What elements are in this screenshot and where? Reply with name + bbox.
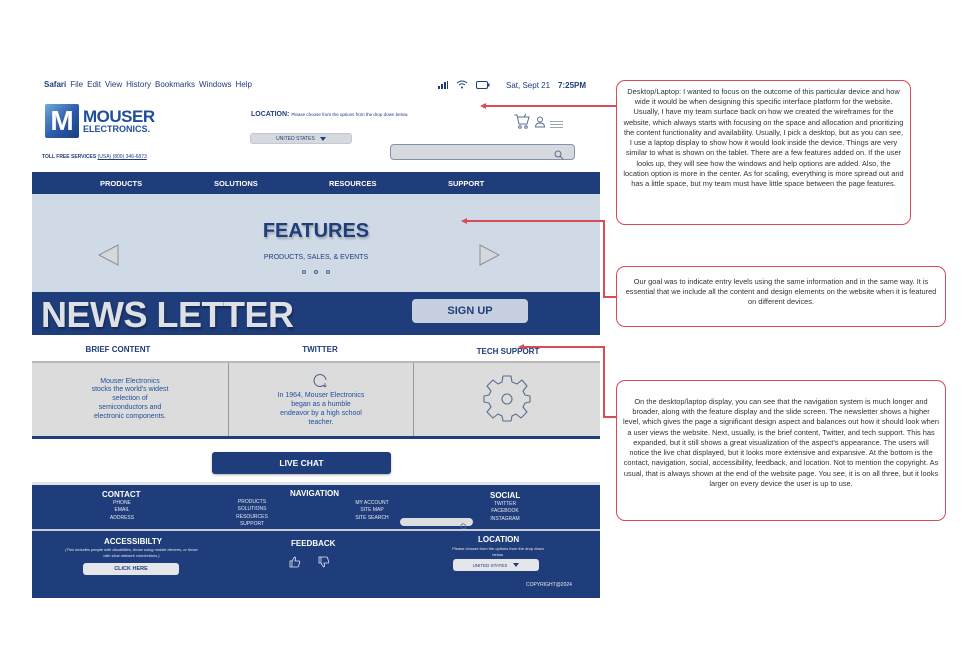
footer-nav-links bbox=[232, 499, 272, 528]
footer-site-map-link[interactable]: SITE MAP bbox=[360, 507, 384, 514]
features-title: FEATURES bbox=[262, 220, 370, 242]
carousel-next-icon[interactable] bbox=[478, 244, 500, 271]
footer-navigation-title: NAVIGATION bbox=[290, 489, 340, 498]
annotation-connector-1 bbox=[486, 105, 616, 107]
copyright: COPYRIGHT@2024 bbox=[526, 582, 572, 588]
footer-email-link[interactable]: EMAIL bbox=[114, 507, 130, 514]
chevron-down-icon bbox=[513, 563, 519, 567]
carousel-dots bbox=[32, 270, 600, 274]
status-date: Sat, Sept 21 bbox=[506, 81, 551, 90]
logo-line1: MOUSER bbox=[83, 107, 155, 126]
chevron-down-icon bbox=[320, 137, 326, 141]
footer-contact-links bbox=[102, 500, 142, 522]
wifi-icon bbox=[456, 80, 468, 91]
carousel-dot-1[interactable] bbox=[302, 270, 306, 274]
newsletter-title: NEWS LETTER bbox=[41, 294, 294, 335]
menu-edit[interactable]: Edit bbox=[87, 80, 101, 89]
nav-resources[interactable]: RESOURCES bbox=[329, 179, 377, 188]
menu-view[interactable]: View bbox=[104, 80, 123, 89]
hamburger-menu-icon[interactable] bbox=[550, 115, 563, 133]
location-value: UNITED STATES bbox=[276, 135, 315, 142]
toll-free-number-link[interactable]: (USA) (800) 346-6873 bbox=[97, 154, 147, 160]
twitter-panel[interactable] bbox=[229, 363, 414, 436]
annotation-connector-3b bbox=[603, 346, 605, 417]
location-header bbox=[251, 111, 421, 119]
content-columns bbox=[32, 361, 600, 439]
footer-instagram-link[interactable]: INSTAGRAM bbox=[490, 515, 520, 522]
logo-line2: ELECTRONICS. bbox=[83, 124, 151, 134]
menu-file[interactable]: File bbox=[70, 80, 84, 89]
live-chat-button[interactable]: LIVE CHAT bbox=[212, 452, 391, 474]
twitter-heading: TWITTER bbox=[302, 345, 338, 354]
arrow-head-icon bbox=[518, 344, 524, 350]
footer-location-title: LOCATION bbox=[478, 535, 520, 544]
toll-free-services bbox=[42, 154, 147, 160]
footer-accessibility-note: (This includes people with disabilities, those using mobile devices, or those with slow network connections.) bbox=[65, 547, 198, 558]
annotation-connector-2a bbox=[603, 296, 616, 298]
thumbs-up-icon[interactable] bbox=[289, 555, 301, 573]
menu-windows[interactable]: Windows bbox=[199, 80, 232, 89]
nav-solutions[interactable]: SOLUTIONS bbox=[214, 179, 258, 188]
carousel-dot-2[interactable] bbox=[314, 270, 318, 274]
footer-divider bbox=[32, 529, 600, 531]
footer-phone-link[interactable]: PHONE bbox=[113, 500, 131, 506]
nav-products[interactable]: PRODUCTS bbox=[100, 179, 143, 188]
sign-up-button[interactable]: SIGN UP bbox=[412, 299, 528, 323]
annotation-connector-2b bbox=[603, 220, 605, 297]
annotation-connector-3c bbox=[524, 346, 604, 348]
brief-content-heading: BRIEF CONTENT bbox=[85, 345, 151, 354]
status-time: 7:25PM bbox=[558, 81, 587, 90]
location-label: LOCATION: bbox=[251, 111, 290, 118]
menu-history[interactable]: History bbox=[126, 80, 152, 89]
user-icon[interactable] bbox=[535, 115, 545, 133]
footer-location-hint: Please choose from the options from the drop down below. bbox=[452, 546, 544, 557]
footer-contact-title: CONTACT bbox=[102, 490, 141, 499]
annotation-connector-3a bbox=[603, 416, 616, 418]
footer-my-account-link[interactable]: MY ACCOUNT bbox=[355, 500, 389, 506]
location-hint: Please choose from the options from the drop down below. bbox=[291, 112, 409, 117]
location-dropdown[interactable] bbox=[250, 133, 352, 144]
twitter-text: In 1964, Mouser Electronics began as a humble endeavor by a high school teacher. bbox=[277, 392, 365, 426]
footer-location-value: UNITED STATES bbox=[472, 562, 508, 568]
footer-location-dropdown[interactable] bbox=[453, 559, 539, 571]
thumbs-down-icon[interactable] bbox=[318, 555, 330, 573]
footer-address-link[interactable]: ADDRESS bbox=[109, 514, 135, 521]
footer-resources-link[interactable]: RESOURCES bbox=[236, 513, 268, 520]
tech-support-panel[interactable] bbox=[414, 363, 600, 436]
cart-icon[interactable] bbox=[514, 114, 530, 134]
search-input[interactable] bbox=[390, 144, 575, 160]
arrow-head-icon bbox=[461, 218, 467, 224]
annotation-entry-levels: Our goal was to indicate entry levels using the same information and in the same way. It is essential that we include all the content and design elements on the website when it is featured on different devices. bbox=[616, 266, 946, 327]
carousel-dot-3[interactable] bbox=[326, 270, 330, 274]
content-column-headers bbox=[32, 345, 600, 361]
tech-support-heading: TECH SUPPORT bbox=[476, 347, 540, 356]
footer-solutions-link[interactable]: SOLUTIONS bbox=[237, 506, 267, 513]
footer-support-link[interactable]: SUPPORT bbox=[239, 520, 265, 527]
logo-mark: M bbox=[45, 104, 79, 138]
annotation-desktop-laptop: Desktop/Laptop: I wanted to focus on the outcome of this particular device and how wide it would be when designing this specific interface platform for the website. Usually, I have my team surface back on how we created the wireframes for the website, which always starts with focusing on the space and allocation and prioritizing the content functionality and availability. Usually, I pick a desktop, but as you can see, I use a laptop display to show how it would look inside the device. Things are very similar to what is shown on the tablet. There are a few features added on. If the user looks up, they will see how the windows and help options are added. Also, the location option is more in the center. As for scaling, everything is more spread out and has a little space, but my team must have little space between the page features. bbox=[616, 80, 911, 225]
menu-bookmarks[interactable]: Bookmarks bbox=[155, 80, 196, 89]
twitter-icon bbox=[313, 372, 329, 392]
footer-site-search-link[interactable]: SITE SEARCH bbox=[355, 514, 389, 521]
annotation-connector-2c bbox=[467, 220, 604, 222]
accessibility-click-here-button[interactable]: CLICK HERE bbox=[83, 563, 179, 575]
nav-support[interactable]: SUPPORT bbox=[448, 179, 485, 188]
newsletter-banner bbox=[32, 292, 600, 335]
gear-icon bbox=[482, 373, 532, 427]
footer-social-links bbox=[484, 501, 526, 523]
toll-free-label: TOLL FREE SERVICES bbox=[42, 154, 97, 160]
mouser-logo[interactable] bbox=[45, 104, 155, 138]
website-wireframe bbox=[32, 172, 600, 588]
menu-bar bbox=[44, 80, 252, 89]
footer-twitter-link[interactable]: TWITTER bbox=[493, 501, 517, 507]
annotation-layout-details: On the desktop/laptop display, you can see that the navigation system is much longer and broader, along with the feature display and the slide screen. The newsletter shows a higher level, which gives the page a significant design aspect and balances out how it should look when a user views the website. Next, usually, is the brief content, Twitter, and tech support. This has expanded, but it still shows a great visualization of the aspect's appearance. The users will notice the live chat displayed, but it looks more extensive and expansive. At the bottom is the contact, navigation, social, accessibility, feedback, and location. Not to mention the copyright. As usual, that is always shown at the end of the website page. You see, it is on all three, but it looks larger on every device the user is up to use. bbox=[616, 380, 946, 521]
header-icons bbox=[514, 114, 563, 134]
features-carousel bbox=[32, 194, 600, 292]
site-footer bbox=[32, 482, 600, 598]
signal-icon bbox=[438, 81, 448, 91]
search-icon[interactable] bbox=[554, 147, 564, 165]
brief-content-text: Mouser Electronics stocks the world's widest selection of semiconductors and electronic components. bbox=[91, 377, 169, 420]
footer-search-input[interactable] bbox=[400, 518, 473, 526]
menu-help[interactable]: Help bbox=[235, 80, 252, 89]
menu-app-safari[interactable]: Safari bbox=[44, 80, 67, 89]
features-subtitle: PRODUCTS, SALES, & EVENTS bbox=[263, 254, 369, 261]
arrow-head-icon bbox=[480, 103, 486, 109]
footer-products-link[interactable]: PRODUCTS bbox=[237, 499, 267, 505]
footer-navigation-links bbox=[350, 500, 394, 522]
footer-accessibility-title: ACCESSIBILTY bbox=[104, 537, 163, 546]
footer-feedback-title: FEEDBACK bbox=[291, 539, 336, 548]
main-nav bbox=[32, 172, 600, 194]
footer-social-title: SOCIAL bbox=[490, 491, 521, 500]
brief-content-panel bbox=[32, 363, 229, 436]
battery-icon bbox=[476, 81, 490, 91]
search-icon[interactable] bbox=[460, 518, 468, 536]
status-bar bbox=[438, 80, 586, 91]
footer-facebook-link[interactable]: FACEBOOK bbox=[491, 508, 519, 515]
